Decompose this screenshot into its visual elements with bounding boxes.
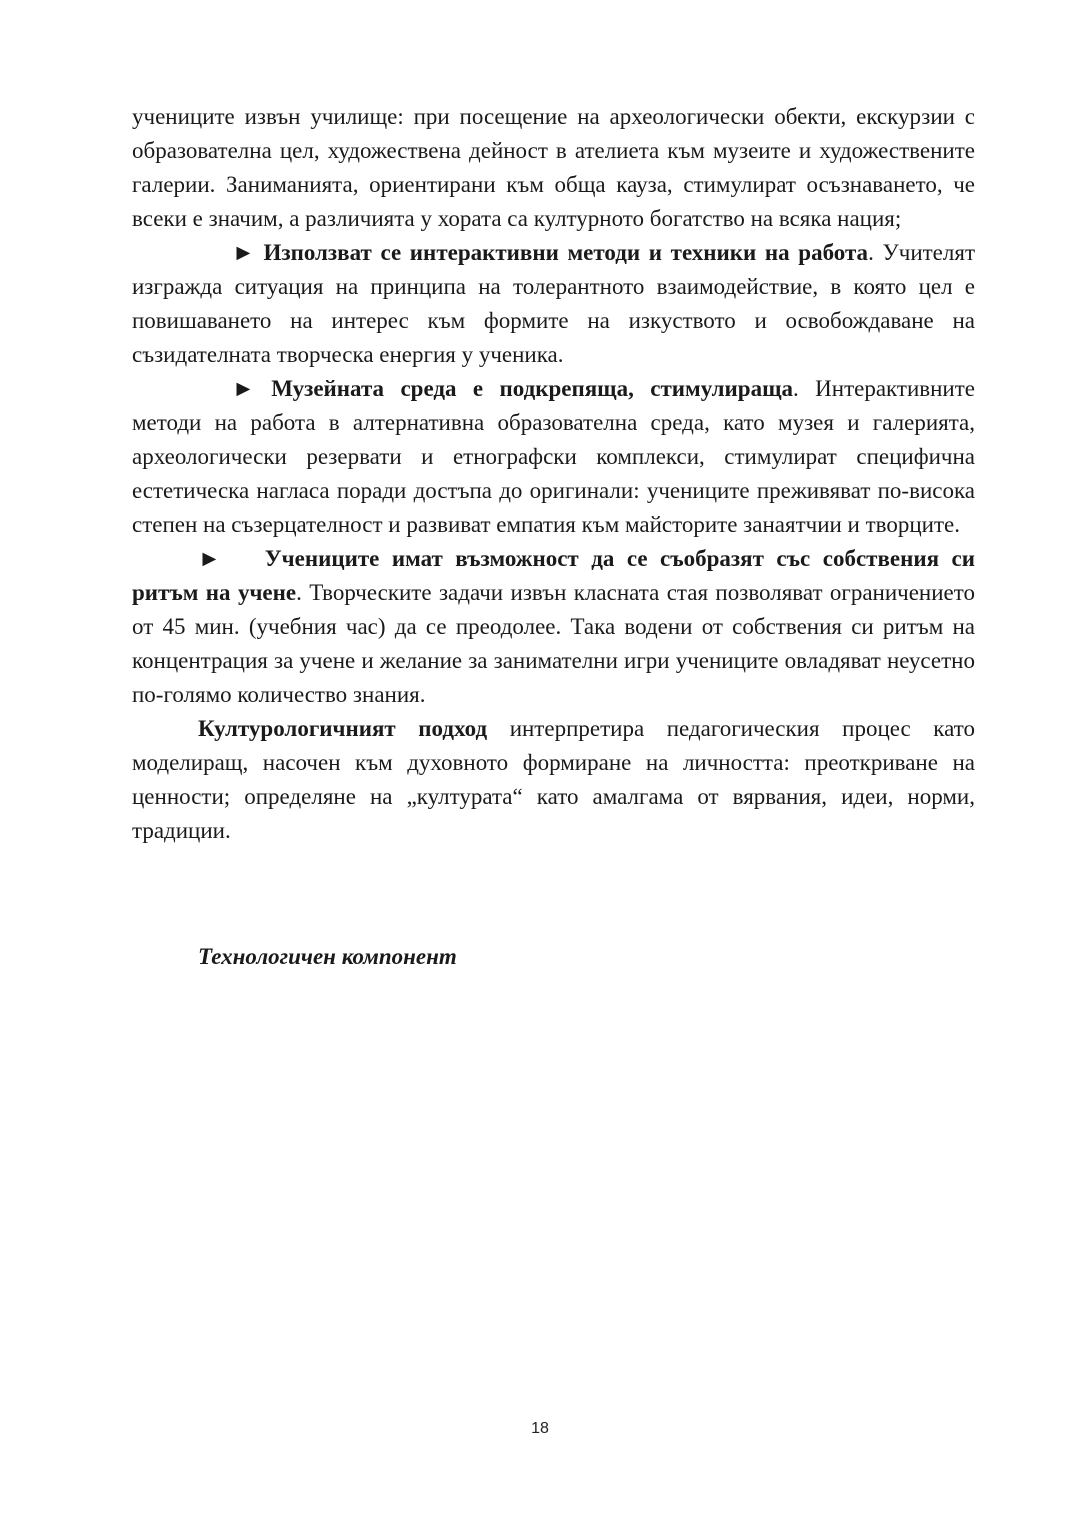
bullet-heading: Използват се интерактивни методи и техники на работа: [263, 240, 869, 265]
paragraph-continuation: [132, 100, 975, 236]
paragraph-text: интерпретира педагогическия процес като моделиращ, насочен към духовното формиране на личността: преоткриване на ценности; определяне на „културата“ като амалгама от вярвания, идеи, норми, традиции.: [132, 716, 975, 843]
bullet-paragraph-learning-rhythm: [132, 542, 975, 712]
document-body: [132, 100, 975, 848]
bullet-heading: Учениците имат възможност да се съобразят със собствения си ритъм на учене: [132, 546, 975, 605]
paragraph-text: . Интерактивните методи на работа в алтернативна образователна среда, като музея и галерията, археологически резервати и етнографски комплекси, стимулират специфична естетическа нагласа поради достъпа до оригинали: учениците преживяват по-висока степен на съзерцателност и развиват емпатия към майсторите занаятчии и творците.: [132, 376, 976, 537]
paragraph-text: . Учителят изгражда ситуация на принципа на толерантното взаимодействие, в която цел е повишаването на интерес към формите на изкуството и освобождаване на съзидателната творческа енергия у ученика.: [132, 240, 976, 367]
page-number: 18: [531, 1420, 549, 1437]
bullet-marker: ►: [198, 546, 221, 571]
section-subheading: Технологичен компонент: [198, 944, 457, 969]
paragraph-heading: Културологичният подход: [198, 716, 488, 741]
bullet-heading: Музейната среда е подкрепяща, стимулираща: [271, 376, 793, 401]
paragraph-text: . Творческите задачи извън класната стая позволяват ограничението от 45 мин. (учебния час) да се преодолее. Така водени от собствения си ритъм на концентрация за учене и желание за занимателни игри учениците овладяват неусетно по-голямо количество знания.: [132, 580, 975, 707]
paragraph-text: учениците извън училище: при посещение на археологически обекти, екскурзии с образователна цел, художествена дейност в ателиета към музеите и художествените галерии. Заниманията, ориентирани към обща кауза, стимулират осъзнаването, че всеки е значим, а различията у хората са културното богатство на всяка нация;: [132, 104, 975, 231]
paragraph-culturological-approach: [132, 712, 975, 848]
bullet-paragraph-interactive-methods: [132, 236, 975, 372]
bullet-marker: ►: [232, 240, 255, 265]
bullet-marker: ►: [232, 376, 255, 401]
bullet-paragraph-museum-environment: [132, 372, 975, 542]
